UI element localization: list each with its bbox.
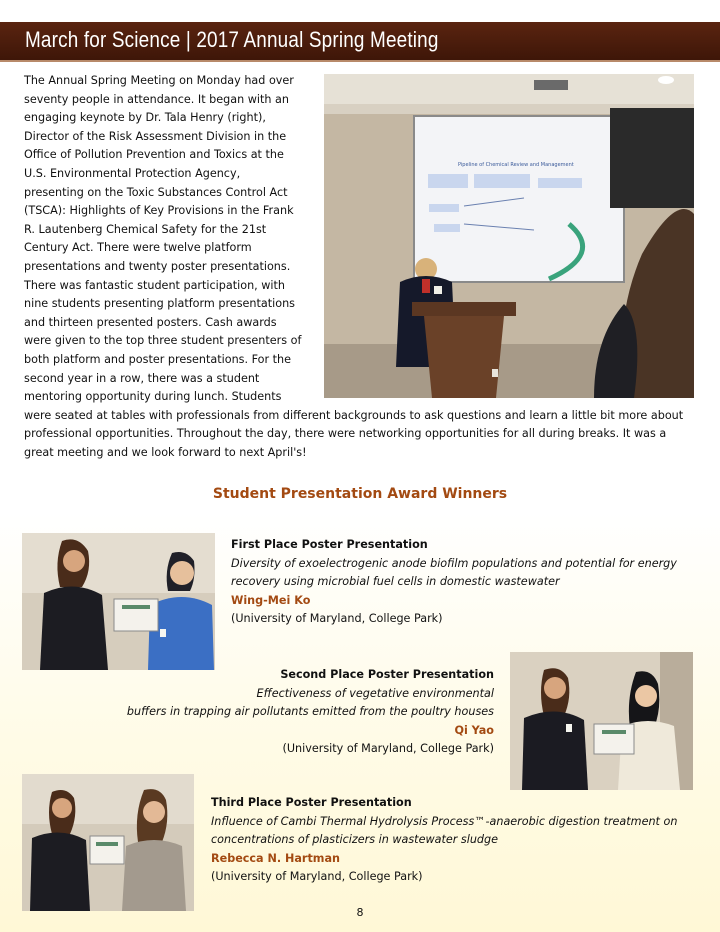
award-title: buffers in trapping air pollutants emitted from the poultry houses [126,705,494,719]
award-place: Second Place Poster Presentation [280,668,494,681]
award-affiliation: (University of Maryland, College Park) [231,612,443,626]
award-winner: Wing-Mei Ko [231,593,311,607]
award-place: Third Place Poster Presentation [211,796,412,809]
page-title: March for Science | 2017 Annual Spring Meeting [25,27,439,52]
award-title: Effectiveness of vegetative environmental [256,686,494,700]
awards-heading: Student Presentation Award Winners [212,486,508,502]
first-place-photo [22,533,215,670]
third-place-award [211,794,677,887]
award-place: First Place Poster Presentation [231,538,428,551]
award-title: recovery using microbial fuel cells in domestic wastewater [231,575,560,589]
award-title: Influence of Cambi Thermal Hydrolysis Process™-anaerobic digestion treatment on [211,814,678,828]
intro-text: The Annual Spring Meeting on Monday had over seventy people in attendance. It began with an engaging keynote by Dr. Tala Henry (right), Director of the Risk Assessment Division in the Office of Pollution Prevention and Toxics at the U.S. Environmental Protection Agency, presenting on the Toxic Substances Control Act (TSCA): Highlights of Key Provisions in the Frank R. Lautenberg Chemical Safety for the 21st Century Act. There were twelve platform presentations and twenty poster presentations. There was fantastic student participation, with nine students presenting platform presentations and thirteen presented posters. Cash awards were given to the top three student presenters of both platform and poster presentations. For the second year in a row, there was a student mentoring opportunity during lunch. Students were seated at tables with professionals from different backgrounds to ask questions and learn a little bit more about professional opportunities. Throughout the day, there were networking opportunities for all during breaks. It was a great meeting and we look forward to next April's! [24,74,684,459]
award-affiliation: (University of Maryland, College Park) [282,742,494,756]
award-winner: Rebecca N. Hartman [211,851,340,865]
slide-title: Pipeline of Chemical Review and Management [458,162,574,168]
award-winner: Qi Yao [454,723,494,737]
third-place-photo [22,774,194,911]
award-title: concentrations of plasticizers in wastewater sludge [211,833,498,847]
second-place-award [100,666,494,759]
award-title: Diversity of exoelectrogenic anode biofilm populations and potential for energy [231,556,677,570]
header-bar [0,22,720,62]
intro-article [24,72,694,462]
keynote-photo [324,74,694,398]
first-place-award [231,536,677,629]
award-affiliation: (University of Maryland, College Park) [211,870,423,884]
second-place-photo [510,652,693,790]
page-number: 8 [356,906,364,919]
